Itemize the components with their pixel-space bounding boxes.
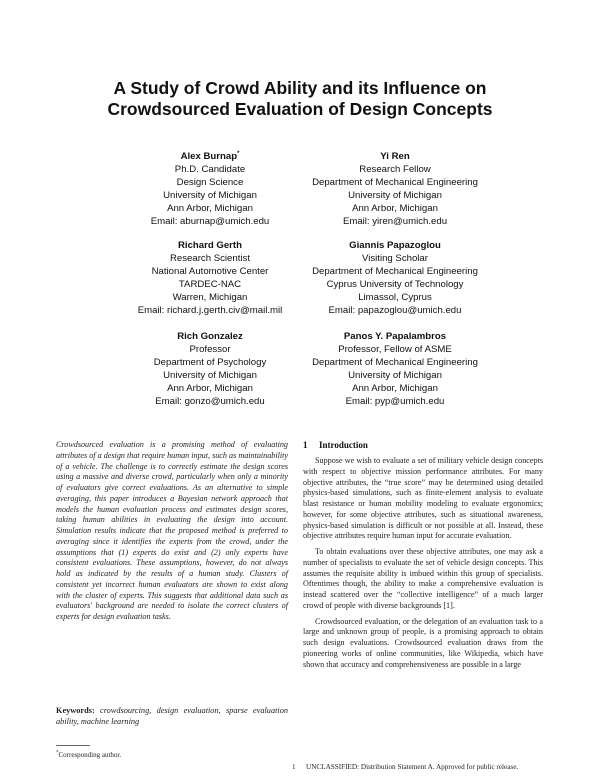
author-affiliation-line: Ann Arbor, Michigan [167, 382, 253, 394]
author-block-gonzalez [120, 331, 300, 408]
section-heading [303, 440, 543, 451]
author-affiliation-line: TARDEC-NAC [178, 278, 242, 290]
author-affiliation-line: University of Michigan [348, 189, 442, 201]
footnote-mark: * [56, 750, 59, 756]
author-affiliation-line: Professor [189, 343, 231, 355]
page-number: 1 [292, 763, 296, 771]
author-affiliation-line: Limassol, Cyprus [358, 291, 432, 303]
author-affiliation-line: Ann Arbor, Michigan [352, 202, 438, 214]
footnote-rule [56, 745, 90, 746]
author-block-papalambros [290, 331, 500, 408]
keywords-text: crowdsourcing, design evaluation, sparse evaluation ability, machine learning [56, 706, 289, 726]
footnote-text: Corresponding author. [58, 751, 122, 759]
author-affiliation-line: Professor, Fellow of ASME [338, 343, 452, 355]
body-paragraph: To obtain evaluations over these objective attributes, one may ask a number of specialists to evaluate the set of vehicle design concepts. This assumes the requisite ability is imbued within this group of specialists. Oftentimes though, the ability to make a comprehensive evaluation is instead scattered over the “collective intelligence” of a much larger crowd of people with diverse backgrounds [1]. [303, 547, 543, 610]
title-line-2: Crowdsourced Evaluation of Design Concepts [107, 99, 493, 119]
author-email: Email: papazoglou@umich.edu [328, 304, 462, 316]
author-name: Rich Gonzalez [177, 331, 243, 342]
author-affiliation-line: University of Michigan [163, 369, 257, 381]
author-affiliation-line: Warren, Michigan [172, 291, 248, 303]
author-affiliation-line: Visiting Scholar [362, 252, 428, 264]
body-paragraph: Crowdsourced evaluation, or the delegation of an evaluation task to a large and unknown group of people, is a promising approach to obtain such design evaluations. Crowdsourced evaluation draws from the pioneering works of online communities, like Wikipedia, which have shown that accuracy and comprehensiveness are possible in a large [303, 616, 543, 669]
author-affiliation-line: Ph.D. Candidate [174, 163, 246, 175]
author-affiliation-line: Cyprus University of Technology [326, 278, 464, 290]
section-title: Introduction [319, 440, 368, 450]
author-affiliation-line: Department of Mechanical Engineering [312, 176, 478, 188]
title-line-1: A Study of Crowd Ability and its Influence on [113, 78, 487, 98]
footnote [56, 751, 256, 760]
author-affiliation-line: University of Michigan [348, 369, 442, 381]
author-affiliation-line: Ann Arbor, Michigan [352, 382, 438, 394]
author-email: Email: gonzo@umich.edu [155, 395, 265, 407]
author-affiliation-line: Department of Mechanical Engineering [312, 265, 478, 277]
corresponding-mark: * [237, 150, 240, 157]
author-block-papazoglou [290, 240, 500, 317]
author-name: Yi Ren [380, 151, 410, 162]
author-name: Giannis Papazoglou [349, 240, 441, 251]
author-name: Panos Y. Papalambros [343, 331, 447, 342]
author-block-burnap [120, 151, 300, 228]
author-affiliation-line: Research Scientist [170, 252, 250, 264]
author-affiliation-line: Research Fellow [359, 163, 431, 175]
author-email: Email: yiren@umich.edu [342, 215, 448, 227]
author-affiliation-line: Design Science [176, 176, 244, 188]
author-affiliation-line: Department of Psychology [153, 356, 267, 368]
distribution-notice: UNCLASSIFIED: Distribution Statement A. Approved for public release. [306, 763, 519, 771]
author-affiliation-line: National Automotive Center [151, 265, 269, 277]
page-footer [292, 763, 552, 772]
abstract: Crowdsourced evaluation is a promising method of evaluating attributes of a design that require human input, such as maintainability of a vehicle. The challenge is to correctly estimate the design scores using a massive and diverse crowd, particularly when only a minority of evaluators give correct evaluations. As an alternative to simple averaging, this paper introduces a Bayesian network approach that models the human evaluation process and estimates design scores, taking human abilities in evaluating the design into account. Simulation results indicate that the proposed method is preferred to averaging since it identifies the experts from the crowd, under the assumptions that (1) experts do exist and (2) only experts have consistent evaluations. These assumptions, however, do not always hold as indicated by the results of a human study. Clusters of consistent yet incorrect human evaluators are shown to exist along with the cluster of experts. This suggests that additional data such as evaluators' background are needed to isolate the correct clusters of experts for design evaluation tasks. [56, 440, 288, 621]
author-name: Alex Burnap* [180, 150, 240, 162]
author-affiliation-line: University of Michigan [163, 189, 257, 201]
section-number: 1 [303, 440, 308, 450]
author-email: Email: aburnap@umich.edu [150, 215, 270, 227]
author-block-ren [290, 151, 500, 228]
author-block-gerth [120, 240, 300, 317]
introduction-body [303, 456, 543, 675]
keywords-label: Keywords: [56, 706, 95, 715]
author-affiliation-line: Department of Mechanical Engineering [312, 356, 478, 368]
author-email: Email: pyp@umich.edu [345, 395, 445, 407]
body-paragraph: Suppose we wish to evaluate a set of military vehicle design concepts with respect to objective mission performance attributes. For many objective attributes, the “true score” may be determined using detailed physics-based simulations, such as finite-element analysis to evaluate blast resistance or human mobility modeling to evaluate ergonomics; however, for some objective attributes, such as situational awareness, physics-based simulation is difficult or not possible at all. Instead, these objective attributes require human input for accurate evaluation. [303, 456, 543, 541]
author-email: Email: richard.j.gerth.civ@mail.mil [137, 304, 283, 316]
author-name: Richard Gerth [178, 240, 242, 251]
keywords [56, 706, 288, 728]
author-affiliation-line: Ann Arbor, Michigan [167, 202, 253, 214]
paper-title [40, 78, 560, 120]
